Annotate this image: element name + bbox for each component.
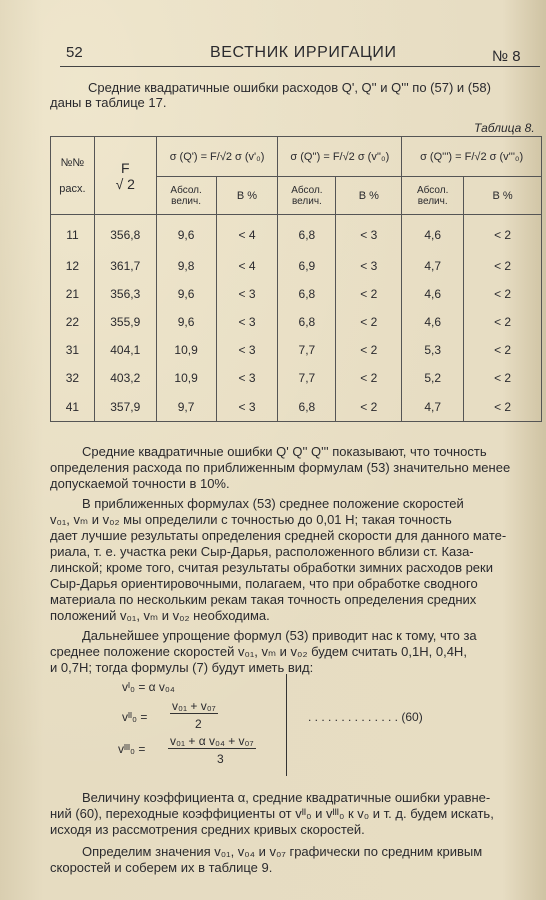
cell: 11 <box>51 215 95 252</box>
equation-2-denominator: 2 <box>195 717 202 731</box>
para1-line-2: определения расхода по приближенным формулам (53) значительно менее <box>50 460 511 475</box>
table-row <box>51 308 542 336</box>
cell: < 2 <box>464 308 542 336</box>
cell: 9,6 <box>156 308 216 336</box>
issue-number: № 8 <box>492 48 521 65</box>
cell: 10,9 <box>156 364 216 392</box>
cell: 9,8 <box>156 252 216 280</box>
sub-pct-1: В % <box>216 177 278 215</box>
cell: 6,8 <box>278 392 336 421</box>
cell: < 2 <box>336 308 402 336</box>
header-cell-no <box>51 137 95 215</box>
table-row <box>51 280 542 308</box>
cell: < 2 <box>336 392 402 421</box>
equation-3-lhs: vᴵᴵᴵ₀ = <box>118 742 146 756</box>
cell: < 2 <box>336 364 402 392</box>
intro-line-2: даны в таблице 17. <box>50 95 167 110</box>
header-group-1: σ (Q') = F/√2 σ (v'₀) <box>156 137 278 177</box>
cell: < 4 <box>216 215 278 252</box>
cell: 7,7 <box>278 336 336 364</box>
cell: < 2 <box>464 392 542 421</box>
table-row <box>51 215 542 252</box>
journal-title: ВЕСТНИК ИРРИГАЦИИ <box>210 44 397 61</box>
cell: 9,6 <box>156 280 216 308</box>
cell: 4,6 <box>402 308 464 336</box>
cell: < 3 <box>216 280 278 308</box>
header-group-2: σ (Q'') = F/√2 σ (v''₀) <box>278 137 402 177</box>
cell: < 2 <box>464 252 542 280</box>
cell: 31 <box>51 336 95 364</box>
cell: 6,8 <box>278 280 336 308</box>
para3-line-1: Дальнейшее упрощение формул (53) приводит нас к тому, что за <box>82 628 477 643</box>
para2-line-5: линской; кроме того, считая результаты обработки зимних расходов реки <box>50 560 493 575</box>
table-row <box>51 336 542 364</box>
header-group-3: σ (Q''') = F/√2 σ (v'''₀) <box>402 137 542 177</box>
para4-line-2: ний (60), переходные коэффициенты от vᴵᴵ₀ и vᴵᴵᴵ₀ к v₀ и т. д. будем искать, <box>50 806 494 821</box>
cell: < 4 <box>216 252 278 280</box>
cell: < 2 <box>464 280 542 308</box>
cell: 361,7 <box>94 252 156 280</box>
cell: < 2 <box>464 336 542 364</box>
table-header-row <box>51 137 542 177</box>
para2-line-3: дает лучшие результаты определения средней скорости для данного мате- <box>50 528 507 543</box>
sub-pct-2: В % <box>336 177 402 215</box>
equation-2-numerator: v₀₁ + v₀₇ <box>172 699 216 713</box>
cell: 41 <box>51 392 95 421</box>
cell: 404,1 <box>94 336 156 364</box>
sub-abs-3: Абсол. велич. <box>402 177 464 215</box>
cell: 12 <box>51 252 95 280</box>
para3-line-3: и 0,7Н; тогда формулы (7) будут иметь вид: <box>50 660 314 675</box>
equation-number: . . . . . . . . . . . . . . (60) <box>308 710 423 724</box>
equation-3-numerator: v₀₁ + α v₀₄ + v₀₇ <box>170 734 254 748</box>
cell: 4,6 <box>402 280 464 308</box>
cell: 10,9 <box>156 336 216 364</box>
table-row <box>51 364 542 392</box>
cell: 32 <box>51 364 95 392</box>
cell: 22 <box>51 308 95 336</box>
cell: 4,6 <box>402 215 464 252</box>
para1-line-3: допускаемой точности в 10%. <box>50 476 230 491</box>
cell: 4,7 <box>402 392 464 421</box>
table-row <box>51 252 542 280</box>
cell: 356,3 <box>94 280 156 308</box>
table-row <box>51 392 542 421</box>
cell: < 3 <box>336 252 402 280</box>
cell: 9,6 <box>156 215 216 252</box>
para2-line-4: риала, т. е. участка реки Сыр-Дарья, расположенного вблизи ст. Каза- <box>50 544 474 559</box>
cell: 357,9 <box>94 392 156 421</box>
cell: 6,9 <box>278 252 336 280</box>
header-F-sub: √ 2 <box>115 175 135 192</box>
para4-line-3: исходя из рассмотрения средних кривых скоростей. <box>50 822 365 837</box>
cell: 5,2 <box>402 364 464 392</box>
page-number: 52 <box>66 44 83 61</box>
cell: < 2 <box>336 336 402 364</box>
para5-line-1: Определим значения v₀₁, v₀₄ и v₀₇ графически по средним кривым <box>82 844 483 859</box>
cell: < 2 <box>336 280 402 308</box>
header-rule <box>60 66 540 67</box>
para5-line-2: скоростей и соберем их в таблице 9. <box>50 860 273 875</box>
para2-line-6: Сыр-Дарья ориентировочными, полагаем, что при обработке сводного <box>50 576 478 591</box>
sub-abs-1: Абсол. велич. <box>156 177 216 215</box>
cell: 21 <box>51 280 95 308</box>
cell: 403,2 <box>94 364 156 392</box>
cell: < 3 <box>216 392 278 421</box>
cell: < 3 <box>216 336 278 364</box>
cell: 6,8 <box>278 308 336 336</box>
cell: < 3 <box>336 215 402 252</box>
cell: 6,8 <box>278 215 336 252</box>
header-no-sub: расх. <box>59 182 86 195</box>
equation-brace <box>276 674 287 776</box>
header-no-label: №№ <box>60 156 85 169</box>
intro-line-1: Средние квадратичные ошибки расходов Q', Q'' и Q''' по (57) и (58) <box>88 80 491 95</box>
header-F-label: F <box>120 159 130 176</box>
para2-line-7: материала по нескольким рекам такая точность определения средних <box>50 592 477 607</box>
header-cell-F <box>94 137 156 215</box>
para2-line-1: В приближенных формулах (53) среднее положение скоростей <box>82 496 464 511</box>
cell: < 3 <box>216 364 278 392</box>
data-table <box>50 136 542 422</box>
equation-2-lhs: vᴵᴵ₀ = <box>122 710 148 724</box>
sub-abs-2: Абсол. велич. <box>278 177 336 215</box>
cell: 5,3 <box>402 336 464 364</box>
cell: 9,7 <box>156 392 216 421</box>
cell: < 2 <box>464 364 542 392</box>
para4-line-1: Величину коэффициента α, средние квадратичные ошибки уравне- <box>82 790 491 805</box>
cell: 7,7 <box>278 364 336 392</box>
para1-line-1: Средние квадратичные ошибки Q' Q'' Q''' показывают, что точность <box>82 444 487 459</box>
cell: 4,7 <box>402 252 464 280</box>
cell: < 2 <box>464 215 542 252</box>
equation-3-denominator: 3 <box>217 752 224 766</box>
para3-line-2: среднее положение скоростей v₀₁, vₘ и v₀₂ будем считать 0,1Н, 0,4Н, <box>50 644 467 659</box>
equation-1: vᴵ₀ = α v₀₄ <box>122 680 175 694</box>
cell: 355,9 <box>94 308 156 336</box>
cell: < 3 <box>216 308 278 336</box>
cell: 356,8 <box>94 215 156 252</box>
para2-line-8: положений v₀₁, vₘ и v₀₂ необходима. <box>50 608 270 623</box>
sub-pct-3: В % <box>464 177 542 215</box>
table-caption: Таблица 8. <box>474 121 535 135</box>
para2-line-2: v₀₁, vₘ и v₀₂ мы определили с точностью до 0,01 Н; такая точность <box>50 512 452 527</box>
